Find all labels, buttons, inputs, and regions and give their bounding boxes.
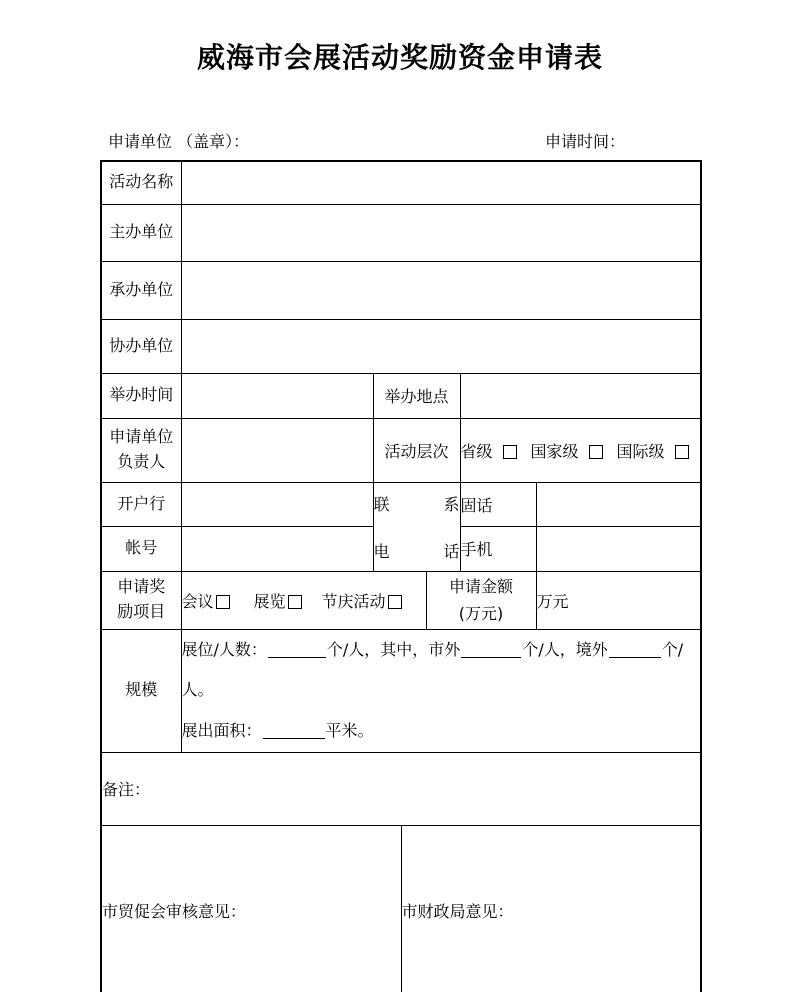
award-project-label-line2: 励项目 [117,602,166,621]
amount-label-line2: (万元) [458,604,504,623]
contact-phone-label [373,482,460,571]
project-options [181,571,426,629]
scale-line1-seg0: 展位/人数： [181,639,267,659]
mobile-label: 手机 [460,526,536,571]
contact-label-line2: 电 话 [373,541,460,561]
hold-place-field[interactable] [460,373,701,418]
activity-level-options [460,418,701,482]
ccpit-opinion-cell[interactable]: 市贸促会审核意见： [101,825,401,992]
account-field[interactable] [181,526,373,571]
scale-line2 [182,711,701,752]
scale-label: 规模 [101,629,181,752]
application-form-table [100,160,702,992]
applicant-head-field[interactable] [181,418,373,482]
organizer-unit-field[interactable] [181,261,701,319]
checkbox-national[interactable] [589,445,603,459]
scale-content[interactable] [181,629,701,752]
project-option-meeting-label: 会议 [181,591,214,611]
scale-line1-seg3: 个/人。 [181,639,684,700]
scale-line2-seg1: 平米。 [325,721,374,741]
scale-line1-seg1: 个/人，其中，市外 [326,639,461,659]
checkbox-international[interactable] [675,445,689,459]
host-unit-label: 主办单位 [101,204,181,261]
amount-unit-field[interactable]: 万元 [536,571,701,629]
host-unit-field[interactable] [181,204,701,261]
scale-line1-seg2: 个/人，境外 [522,639,608,659]
account-label: 帐号 [101,526,181,571]
award-project-label-line1: 申请奖 [117,577,166,597]
blank-underline[interactable] [609,643,661,658]
blank-underline[interactable] [268,643,326,658]
project-option-festival-label: 节庆活动 [321,591,386,611]
landline-label: 固话 [460,482,536,526]
contact-label-line1: 联 系 [373,494,460,514]
scale-line2-seg0: 展出面积： [181,721,262,741]
bank-label: 开户行 [101,482,181,526]
co-organizer-field[interactable] [181,319,701,373]
level-option-national-label: 国家级 [530,441,579,461]
activity-name-field[interactable] [181,161,701,204]
project-option-exhibition-label: 展览 [253,591,286,611]
hold-time-label: 举办时间 [101,373,181,418]
level-option-provincial-label: 省级 [460,441,493,461]
mobile-field[interactable] [536,526,701,571]
hold-time-field[interactable] [181,373,373,418]
finance-opinion-cell[interactable]: 市财政局意见： [401,825,701,992]
hold-place-label: 举办地点 [373,373,460,418]
applicant-head-label [101,418,181,482]
applicant-head-label-line2: 负责人 [117,452,166,471]
amount-label-line1: 申请金额 [448,576,513,596]
remarks-cell[interactable]: 备注： [101,752,701,825]
page-title: 威海市会展活动奖励资金申请表 [196,41,603,74]
activity-level-label: 活动层次 [373,418,460,482]
landline-field[interactable] [536,482,701,526]
checkbox-provincial[interactable] [503,445,517,459]
bank-field[interactable] [181,482,373,526]
co-organizer-label: 协办单位 [101,319,181,373]
applicant-unit-label: 申请单位 （盖章）： [108,132,250,151]
activity-name-label: 活动名称 [101,161,181,204]
applicant-head-label-line1: 申请单位 [109,427,174,447]
level-option-international-label: 国际级 [616,441,665,461]
checkbox-festival[interactable] [388,595,402,609]
checkbox-exhibition[interactable] [288,595,302,609]
checkbox-meeting[interactable] [216,595,230,609]
amount-label [426,571,536,629]
application-date-label: 申请时间： [545,132,626,151]
blank-underline[interactable] [263,724,325,739]
organizer-unit-label: 承办单位 [101,261,181,319]
scale-line1 [182,630,701,712]
award-project-label [101,571,181,629]
blank-underline[interactable] [461,643,521,658]
